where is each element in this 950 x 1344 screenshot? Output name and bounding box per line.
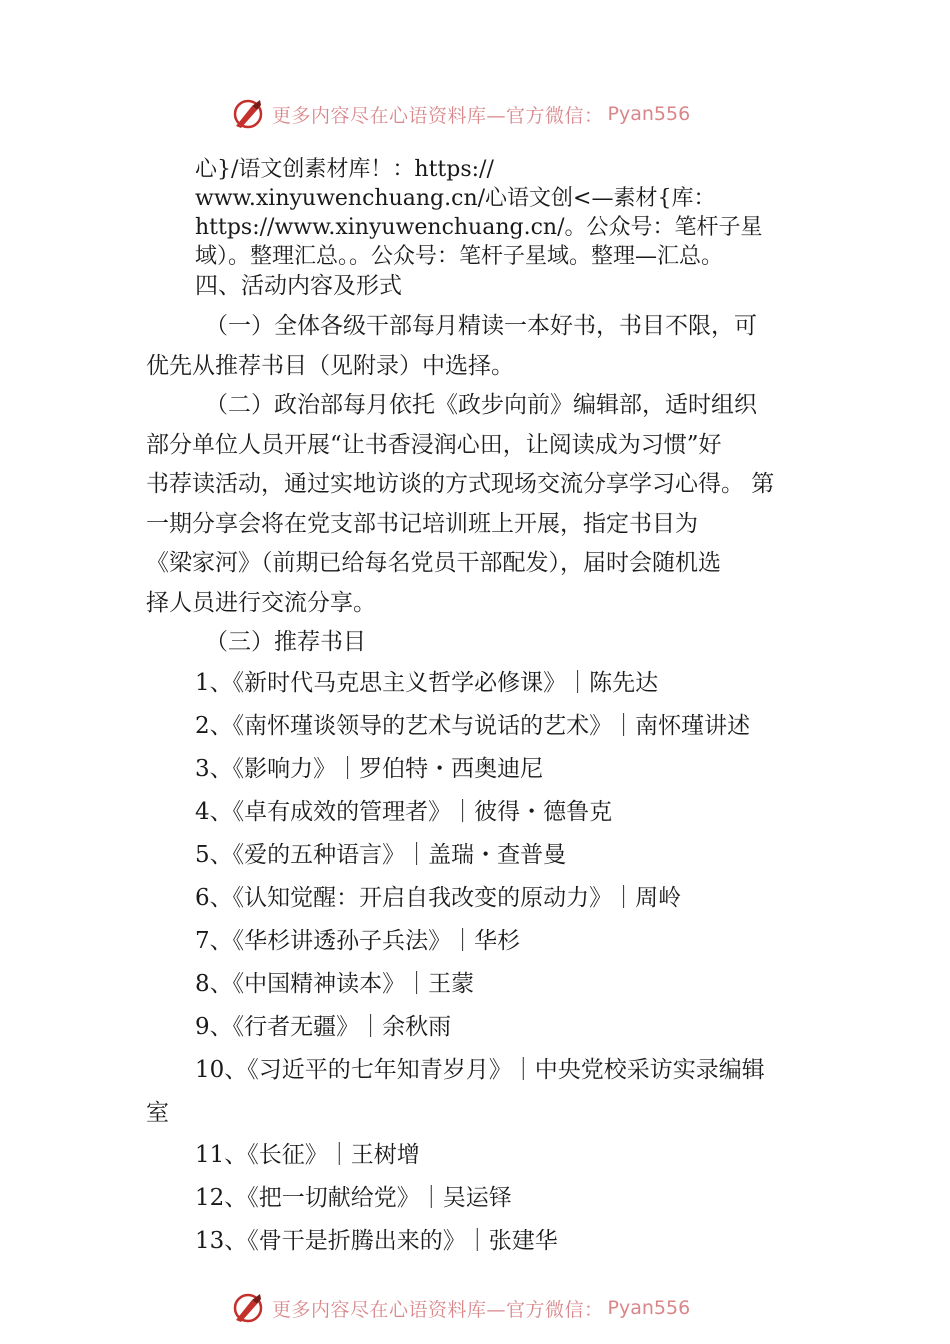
para2-line-4: 一期分享会将在党支部书记培训班上开展，指定书目为 [146, 511, 698, 537]
book-item-2: 2、《南怀瑾谈领导的艺术与说话的艺术》｜南怀瑾讲述 [195, 713, 751, 739]
para2-line-5: 《梁家河》（前期已给每名党员干部配发），届时会随机选 [146, 550, 721, 576]
para1-line-2: 优先从推荐书目（见附录）中选择。 [146, 353, 514, 379]
list-heading: （三）推荐书目 [205, 629, 366, 655]
footer-banner [230, 1288, 690, 1328]
book-item-10-continued: 室 [146, 1100, 169, 1126]
para2-line-6: 择人员进行交流分享。 [146, 590, 376, 616]
para2-line-3: 书荐读活动，通过实地访谈的方式现场交流分享学习心得。 第 [146, 471, 775, 497]
para2-line-1: （二）政治部每月依托《政步向前》编辑部，适时组织 [205, 392, 757, 418]
book-item-5: 5、《爱的五种语言》｜盖瑞・查普曼 [195, 842, 567, 868]
book-item-3: 3、《影响力》｜罗伯特・西奥迪尼 [195, 756, 544, 782]
pen-logo-icon [230, 96, 266, 132]
header-wechat-id: Pyan556 [607, 103, 691, 125]
book-item-11: 11、《长征》｜王树增 [195, 1142, 420, 1168]
header-banner-text: 更多内容尽在心语资料库—官方微信： [272, 104, 604, 127]
book-item-6: 6、《认知觉醒：开启自我改变的原动力》｜周岭 [195, 885, 682, 911]
footer-banner-text: 更多内容尽在心语资料库—官方微信： [272, 1298, 604, 1321]
header-banner [230, 94, 690, 134]
section-heading: 四、活动内容及形式 [195, 273, 402, 299]
book-item-12: 12、《把一切献给党》｜吴运铎 [195, 1185, 512, 1211]
book-item-4: 4、《卓有成效的管理者》｜彼得・德鲁克 [195, 799, 613, 825]
watermark-line-1: 心}/语文创素材库！：https:// [195, 157, 494, 182]
para1-line-1: （一）全体各级干部每月精读一本好书，书目不限，可 [205, 313, 757, 339]
book-item-10: 10、《习近平的七年知青岁月》｜中央党校采访实录编辑 [195, 1057, 765, 1083]
pen-logo-icon [230, 1290, 266, 1326]
watermark-line-2: www.xinyuwenchuang.cn/心语文创<—素材{库： [195, 186, 716, 211]
footer-wechat-id: Pyan556 [607, 1297, 691, 1319]
book-item-7: 7、《华杉讲透孙子兵法》｜华杉 [195, 928, 521, 954]
book-item-8: 8、《中国精神读本》｜王蒙 [195, 971, 475, 997]
book-item-13: 13、《骨干是折腾出来的》｜张建华 [195, 1228, 558, 1254]
watermark-line-3: https://www.xinyuwenchuang.cn/。公众号：笔杆子星 [195, 215, 763, 240]
book-item-1: 1、《新时代马克思主义哲学必修课》｜陈先达 [195, 670, 659, 696]
book-item-9: 9、《行者无疆》｜余秋雨 [195, 1014, 452, 1040]
para2-line-2: 部分单位人员开展“让书香浸润心田，让阅读成为习惯”好 [146, 432, 722, 458]
watermark-line-4: 域）。整理汇总。。公众号：笔杆子星域。整理—汇总。 [195, 244, 724, 269]
